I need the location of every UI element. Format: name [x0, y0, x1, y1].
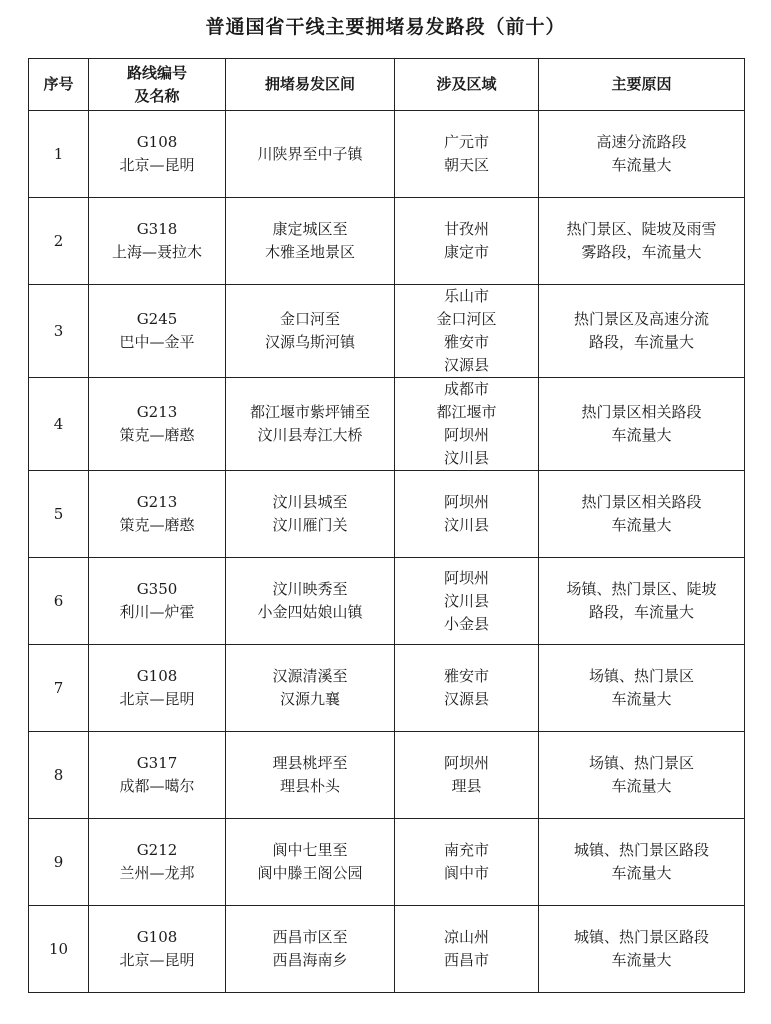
area-cell: 阿坝州 汶川县 — [395, 471, 539, 558]
page-title: 普通国省干线主要拥堵易发路段（前十） — [205, 16, 566, 38]
section-cell: 都江堰市紫坪铺至 汶川县寿江大桥 — [226, 378, 395, 471]
row-index-cell: 9 — [29, 819, 89, 906]
row-index-cell: 2 — [29, 198, 89, 285]
area-cell: 乐山市 金口河区 雅安市 汉源县 — [395, 285, 539, 378]
table-row — [29, 285, 745, 378]
row-index-cell: 1 — [29, 111, 89, 198]
area-cell: 阿坝州 理县 — [395, 732, 539, 819]
header-reason: 主要原因 — [539, 59, 745, 111]
reason-cell: 高速分流路段 车流量大 — [539, 111, 745, 198]
reason-cell: 城镇、热门景区路段 车流量大 — [539, 906, 745, 993]
route-cell: G212 兰州—龙邦 — [89, 819, 226, 906]
reason-cell: 热门景区、陡坡及雨雪 雾路段，车流量大 — [539, 198, 745, 285]
reason-cell: 场镇、热门景区、陡坡 路段，车流量大 — [539, 558, 745, 645]
reason-cell: 热门景区相关路段 车流量大 — [539, 378, 745, 471]
header-section: 拥堵易发区间 — [226, 59, 395, 111]
table-row — [29, 819, 745, 906]
section-cell: 金口河至 汉源乌斯河镇 — [226, 285, 395, 378]
row-index-cell: 6 — [29, 558, 89, 645]
row-index-cell: 7 — [29, 645, 89, 732]
section-cell: 川陕界至中子镇 — [226, 111, 395, 198]
reason-cell: 热门景区相关路段 车流量大 — [539, 471, 745, 558]
reason-cell: 场镇、热门景区 车流量大 — [539, 645, 745, 732]
row-index-cell: 4 — [29, 378, 89, 471]
section-cell: 阆中七里至 阆中滕王阁公园 — [226, 819, 395, 906]
area-cell: 阿坝州 汶川县 小金县 — [395, 558, 539, 645]
route-cell: G108 北京—昆明 — [89, 906, 226, 993]
route-cell: G318 上海—聂拉木 — [89, 198, 226, 285]
area-cell: 甘孜州 康定市 — [395, 198, 539, 285]
table-header-row — [29, 59, 745, 111]
row-index-cell: 8 — [29, 732, 89, 819]
section-cell: 汉源清溪至 汉源九襄 — [226, 645, 395, 732]
section-cell: 汶川县城至 汶川雁门关 — [226, 471, 395, 558]
table-row — [29, 111, 745, 198]
route-cell: G213 策克—磨憨 — [89, 471, 226, 558]
congestion-table — [28, 58, 745, 993]
header-route: 路线编号 及名称 — [89, 59, 226, 111]
table-row — [29, 378, 745, 471]
reason-cell: 城镇、热门景区路段 车流量大 — [539, 819, 745, 906]
table-row — [29, 198, 745, 285]
area-cell: 广元市 朝天区 — [395, 111, 539, 198]
header-area: 涉及区域 — [395, 59, 539, 111]
section-cell: 汶川映秀至 小金四姑娘山镇 — [226, 558, 395, 645]
reason-cell: 热门景区及高速分流 路段，车流量大 — [539, 285, 745, 378]
section-cell: 理县桃坪至 理县朴头 — [226, 732, 395, 819]
section-cell: 西昌市区至 西昌海南乡 — [226, 906, 395, 993]
area-cell: 凉山州 西昌市 — [395, 906, 539, 993]
row-index-cell: 3 — [29, 285, 89, 378]
area-cell: 雅安市 汉源县 — [395, 645, 539, 732]
table-row — [29, 645, 745, 732]
table-row — [29, 906, 745, 993]
route-cell: G245 巴中—金平 — [89, 285, 226, 378]
route-cell: G317 成都—噶尔 — [89, 732, 226, 819]
section-cell: 康定城区至 木雅圣地景区 — [226, 198, 395, 285]
area-cell: 南充市 阆中市 — [395, 819, 539, 906]
reason-cell: 场镇、热门景区 车流量大 — [539, 732, 745, 819]
route-cell: G108 北京—昆明 — [89, 111, 226, 198]
header-index: 序号 — [29, 59, 89, 111]
table-row — [29, 732, 745, 819]
table-row — [29, 471, 745, 558]
route-cell: G350 利川—炉霍 — [89, 558, 226, 645]
area-cell: 成都市 都江堰市 阿坝州 汶川县 — [395, 378, 539, 471]
route-cell: G213 策克—磨憨 — [89, 378, 226, 471]
table-row — [29, 558, 745, 645]
row-index-cell: 5 — [29, 471, 89, 558]
route-cell: G108 北京—昆明 — [89, 645, 226, 732]
row-index-cell: 10 — [29, 906, 89, 993]
